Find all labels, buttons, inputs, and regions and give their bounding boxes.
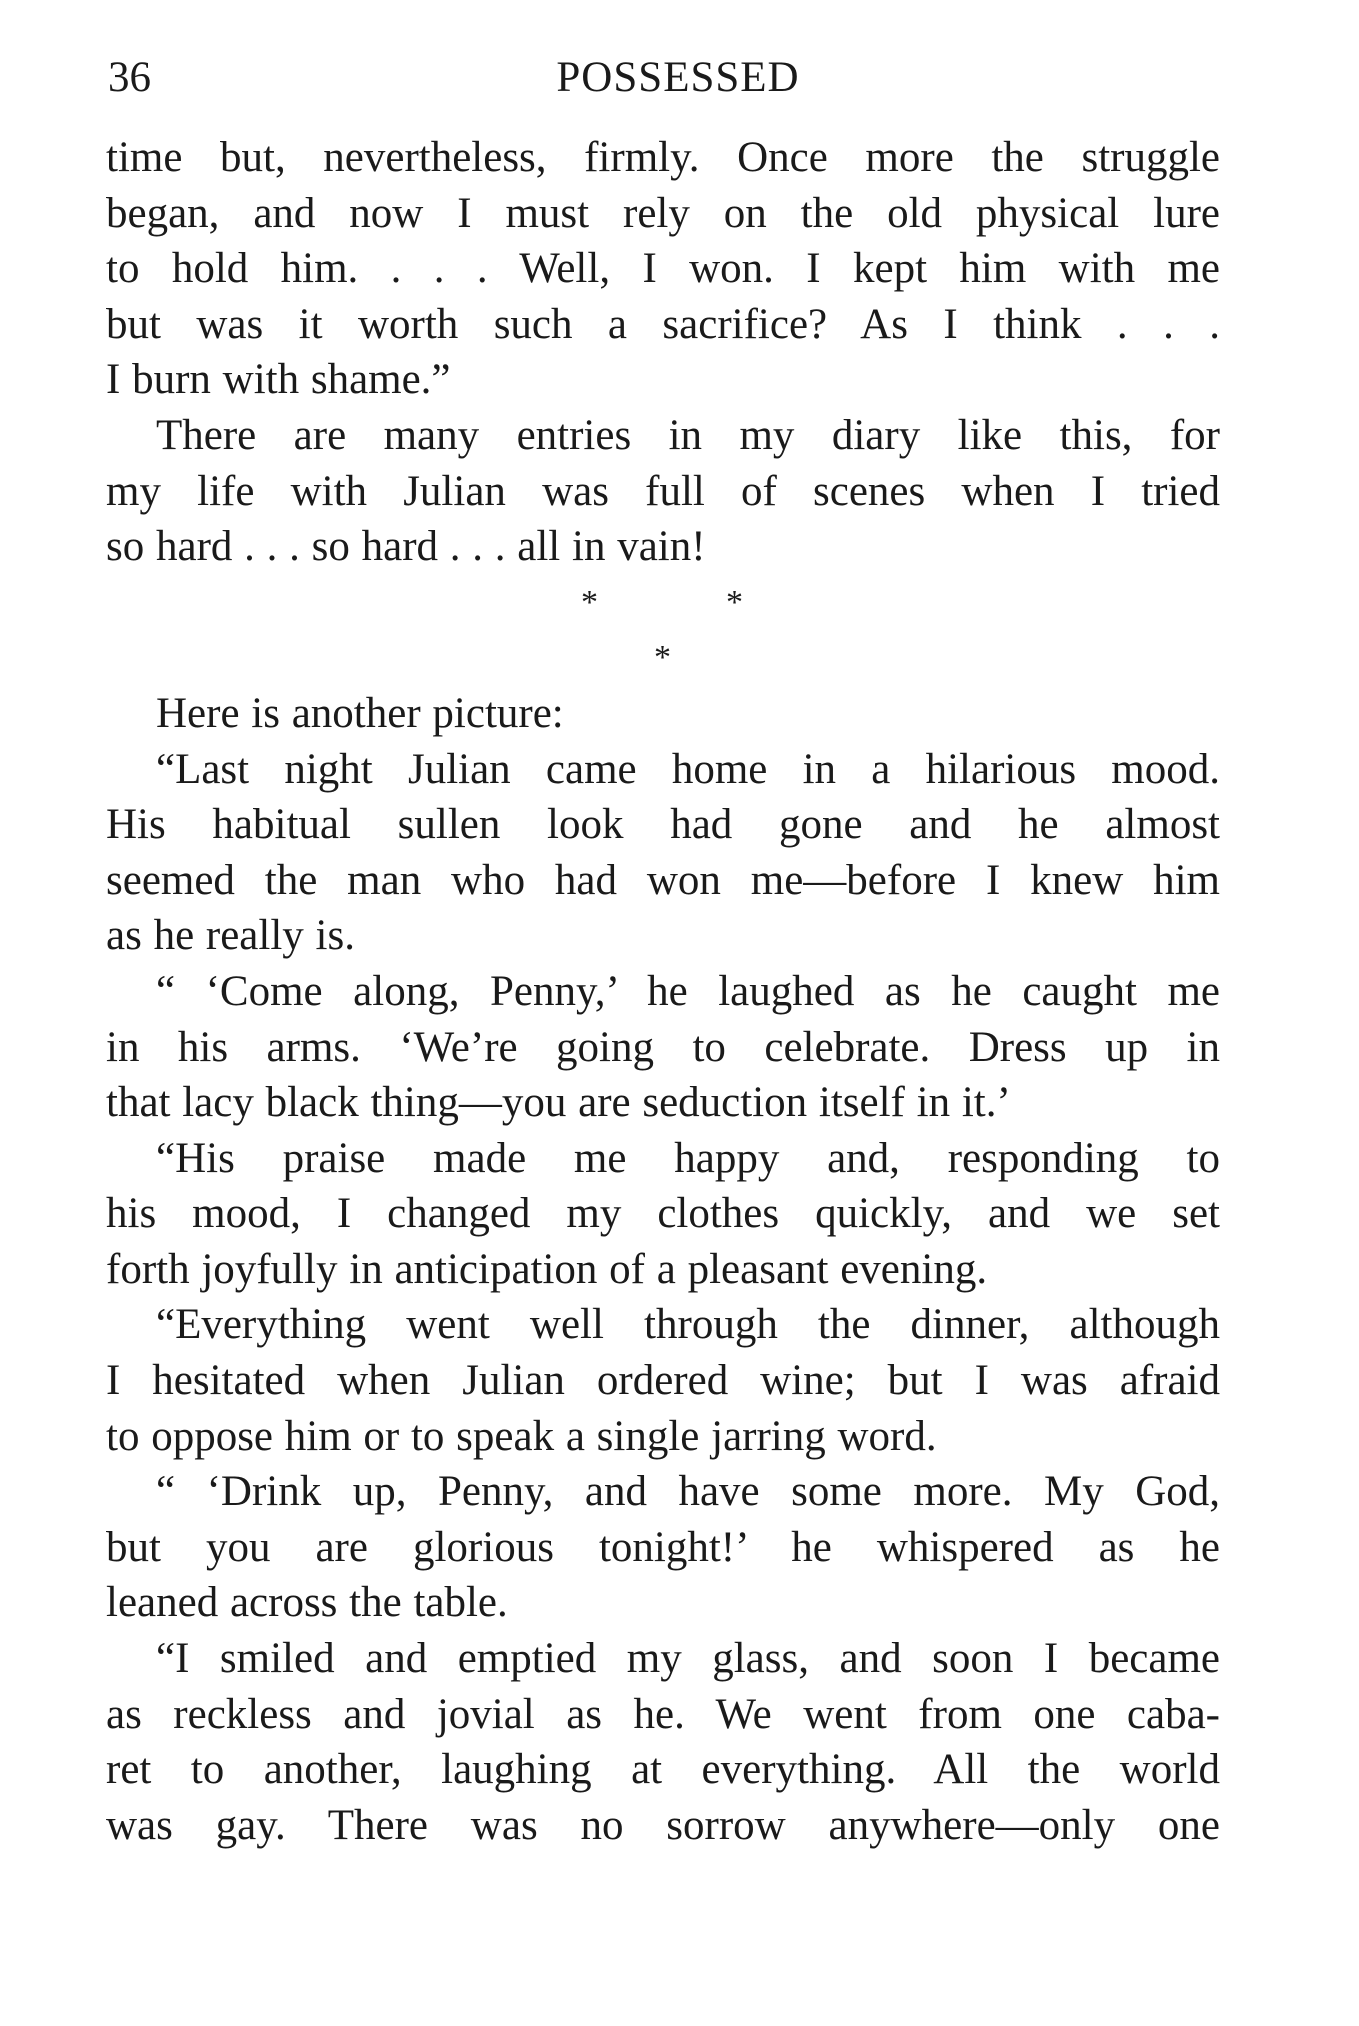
paragraph-start-line: Here is another picture: [156, 689, 564, 737]
text-line: I hesitated when Julian ordered wine; but I was afraid [106, 1357, 1220, 1405]
text-line: in his arms. ‘We’re going to celebrate. Dress up in [106, 1023, 1220, 1071]
text-line: my life with Julian was full of scenes when I tried [106, 467, 1220, 515]
text-line: that lacy black thing—you are seduction itself in it.’ [106, 1079, 1011, 1127]
text-line: as he really is. [106, 912, 355, 960]
text-line: so hard . . . so hard . . . all in vain! [106, 523, 706, 571]
text-line: but you are glorious tonight!’ he whispered as he [106, 1523, 1220, 1571]
text-line: forth joyfully in anticipation of a pleasant evening. [106, 1245, 988, 1293]
asterisk-ornament: * [726, 583, 743, 621]
section-separator-bottom [106, 630, 1220, 686]
text-line: seemed the man who had won me—before I knew him [106, 856, 1220, 904]
paragraph-start-line: “His praise made me happy and, responding to [156, 1134, 1220, 1182]
running-title: POSSESSED [556, 54, 800, 101]
paragraph-start-line: “ ‘Come along, Penny,’ he laughed as he caught me [156, 967, 1220, 1015]
body-text [106, 130, 1220, 1853]
asterisk-ornament: * [581, 583, 598, 621]
text-line: his mood, I changed my clothes quickly, and we set [106, 1190, 1220, 1238]
text-line: to oppose him or to speak a single jarring word. [106, 1412, 937, 1460]
asterisk-ornament: * [654, 639, 671, 677]
text-line: but was it worth such a sacrifice? As I think . . . [106, 300, 1220, 348]
paragraph-start-line: “Last night Julian came home in a hilarious mood. [156, 745, 1220, 793]
section-separator-top [106, 575, 1220, 631]
text-line: as reckless and jovial as he. We went from one caba- [106, 1690, 1220, 1738]
text-line: I burn with shame.” [106, 356, 451, 404]
page-number: 36 [108, 54, 151, 101]
text-line: leaned across the table. [106, 1579, 508, 1627]
text-line: ret to another, laughing at everything. All the world [106, 1746, 1220, 1794]
text-line: began, and now I must rely on the old physical lure [106, 189, 1220, 237]
paragraph-start-line: “ ‘Drink up, Penny, and have some more. My God, [156, 1468, 1220, 1516]
paragraph-start-line: “Everything went well through the dinner, although [156, 1301, 1220, 1349]
text-line: time but, nevertheless, firmly. Once more the struggle [106, 134, 1220, 181]
paragraph-start-line: There are many entries in my diary like this, for [156, 411, 1220, 459]
text-line: to hold him. . . . Well, I won. I kept him with me [106, 245, 1220, 293]
text-line: His habitual sullen look had gone and he almost [106, 801, 1220, 849]
paragraph-start-line: “I smiled and emptied my glass, and soon I became [156, 1635, 1220, 1683]
text-line: was gay. There was no sorrow anywhere—only one [106, 1801, 1220, 1849]
page-header [108, 48, 1218, 108]
